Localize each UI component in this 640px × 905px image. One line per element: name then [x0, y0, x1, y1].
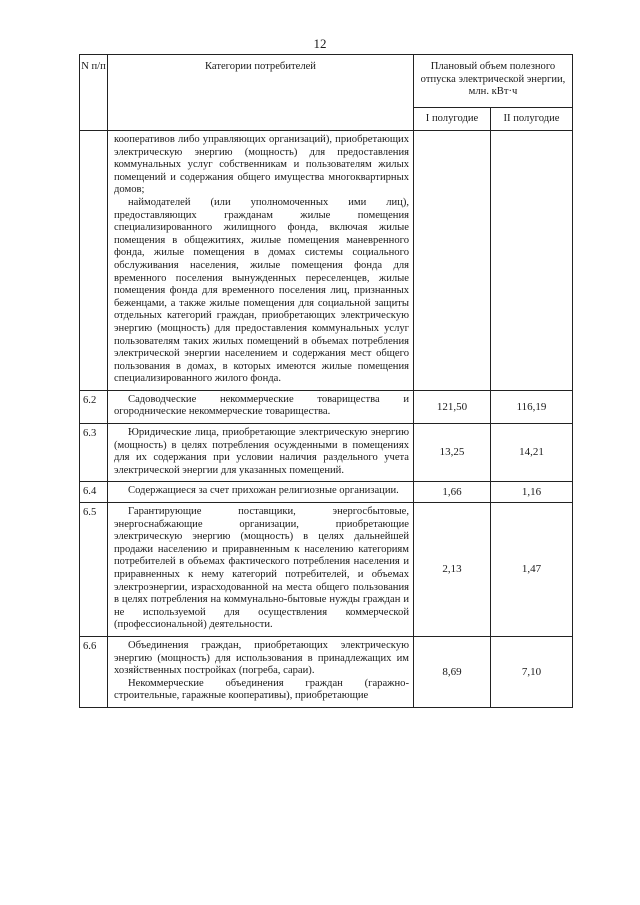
value-half2: 116,19 [491, 390, 573, 423]
value-half2: 1,16 [491, 482, 573, 503]
table-row [80, 482, 573, 503]
header-half2: II полугодие [491, 108, 573, 131]
row-category [108, 424, 414, 482]
row-number: 6.3 [80, 424, 108, 482]
row-number: 6.4 [80, 482, 108, 503]
header-half1: I полугодие [414, 108, 491, 131]
table-row [80, 424, 573, 482]
header-category: Категории потребителей [108, 55, 414, 131]
row-category [108, 636, 414, 707]
category-paragraph: Садоводческие некоммерческие товарищества и огороднические некоммерческие товарищества. [114, 393, 409, 418]
row-number: 6.5 [80, 503, 108, 637]
row-category [108, 503, 414, 637]
category-paragraph: Объединения граждан, приобретающих электрическую энергию (мощность) для использования в принадлежащих им хозяйственных постройках (погреба, сараи). [114, 639, 409, 677]
row-category [108, 390, 414, 423]
header-num: N п/п [80, 55, 108, 131]
table-row [80, 131, 573, 391]
table-row [80, 390, 573, 423]
row-number: 6.2 [80, 390, 108, 423]
header-volume: Плановый объем полезного отпуска электрической энергии, млн. кВт·ч [414, 55, 573, 108]
consumer-volume-table [79, 54, 573, 708]
category-paragraph: Некоммерческие объединения граждан (гаражно-строительные, гаражные кооперативы), приобретающие [114, 677, 409, 702]
category-paragraph: кооперативов либо управляющих организаций), приобретающих электрическую энергию (мощность) для предоставления коммунальных услуг собственникам и пользователям жилых помещений и содержания общего имущества многоквартирных домов; [114, 134, 409, 196]
value-half1 [414, 131, 491, 391]
row-category [108, 131, 414, 391]
category-paragraph: наймодателей (или уполномоченных ими лиц), предоставляющих гражданам жилые помещения специализированного жилищного фонда, включая жилые помещения в общежитиях, жилые помещения маневренного фонда, жилые помещения в домах системы социального обслуживания населения, жилые помещения фонда для временного поселения вынужденных переселенцев, жилые помещения фонда для временного поселения лиц, признанных беженцами, а также жилые помещения для социальной защиты отдельных категорий граждан, приобретающих электрическую энергию (мощность) для предоставления коммунальных услуг пользователям таких жилых помещений в объемах потребления электрической энергии населением и содержания мест общего пользования в домах, в которых имеются жилые помещения специализированного жилого фонда. [114, 196, 409, 385]
value-half2: 1,47 [491, 503, 573, 637]
value-half1: 2,13 [414, 503, 491, 637]
value-half1: 8,69 [414, 636, 491, 707]
row-category [108, 482, 414, 503]
value-half2: 7,10 [491, 636, 573, 707]
category-paragraph: Юридические лица, приобретающие электрическую энергию (мощность) в целях потребления осужденными в помещениях для их содержания при условии наличия раздельного учета электрической энергии для указанных помещений. [114, 427, 409, 476]
row-number [80, 131, 108, 391]
category-paragraph: Содержащиеся за счет прихожан религиозные организации. [128, 485, 399, 497]
table-row [80, 636, 573, 707]
table-row [80, 503, 573, 637]
value-half1: 13,25 [414, 424, 491, 482]
page-number: 12 [313, 36, 327, 51]
value-half1: 1,66 [414, 482, 491, 503]
value-half1: 121,50 [414, 390, 491, 423]
category-paragraph: Гарантирующие поставщики, энергосбытовые, энергоснабжающие организации, приобретающие электрическую энергию (мощность) в целях дальнейшей продажи населению и приравненным к населению категориям потребителей в объемах фактического потребления населения и приравненных к нему категорий потребителей, и объемах электроэнергии, израсходованной на места общего пользования в целях потребления на коммунально-бытовые нужды граждан и не используемой для осуществления коммерческой (профессиональной) деятельности. [114, 506, 409, 631]
value-half2 [491, 131, 573, 391]
row-number: 6.6 [80, 636, 108, 707]
value-half2: 14,21 [491, 424, 573, 482]
